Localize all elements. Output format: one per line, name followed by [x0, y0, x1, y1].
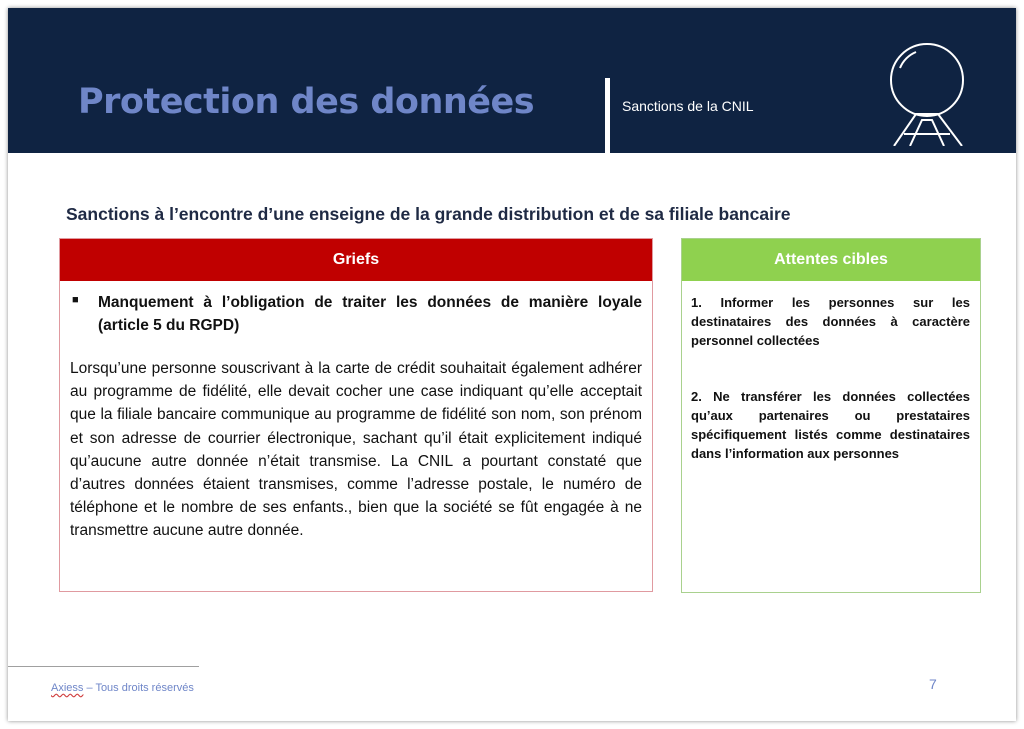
- footer-divider: [8, 666, 199, 667]
- page-number: 7: [929, 676, 937, 692]
- attentes-body: [682, 281, 980, 463]
- footer-rights: – Tous droits réservés: [83, 682, 194, 694]
- griefs-panel: [59, 238, 653, 592]
- header-subtitle: Sanctions de la CNIL: [622, 98, 754, 114]
- footer-copyright: [51, 682, 194, 694]
- griefs-paragraph: Lorsqu’une personne souscrivant à la carte de crédit souhaitait également adhérer au programme de fidélité, elle devait cocher une case indiquant qu’elle acceptait que la filiale bancaire communique au programme de fidélité son nom, son prénom et son adresse de courrier électronique, sachant qu’il était explicitement indiqué qu’aucune autre donnée n’était transmise. La CNIL a pourtant constaté que d’autres données étaient transmises, comme l’adresse postale, le numéro de téléphone et le nombre de ses enfants., bien que la société se fût engagée à ne transmettre aucune autre donnée.: [70, 360, 642, 540]
- slide: [8, 8, 1016, 721]
- attentes-item: 1. Informer les personnes sur les destinataires des données à caractère personnel collectées: [691, 295, 970, 348]
- griefs-bullet-text: Manquement à l’obligation de traiter les données de manière loyale (article 5 du RGPD): [98, 294, 642, 334]
- attentes-panel: [681, 238, 981, 593]
- footer-brand: Axiess: [51, 682, 84, 694]
- header-divider: [605, 78, 610, 154]
- griefs-bullet: [70, 291, 642, 337]
- griefs-body: [60, 281, 652, 543]
- page-title: Protection des données: [78, 82, 535, 122]
- ferris-wheel-icon: [886, 42, 968, 146]
- attentes-heading: Attentes cibles: [682, 239, 980, 281]
- attentes-item: 2. Ne transférer les données collectées qu’aux partenaires ou prestataires spécifiquement listés comme destinataires dans l’information aux personnes: [691, 389, 970, 461]
- header-banner: [8, 8, 1016, 153]
- section-title: Sanctions à l’encontre d’une enseigne de la grande distribution et de sa filiale bancaire: [66, 204, 791, 224]
- square-bullet-icon: ■: [72, 294, 79, 306]
- griefs-heading: Griefs: [60, 239, 652, 281]
